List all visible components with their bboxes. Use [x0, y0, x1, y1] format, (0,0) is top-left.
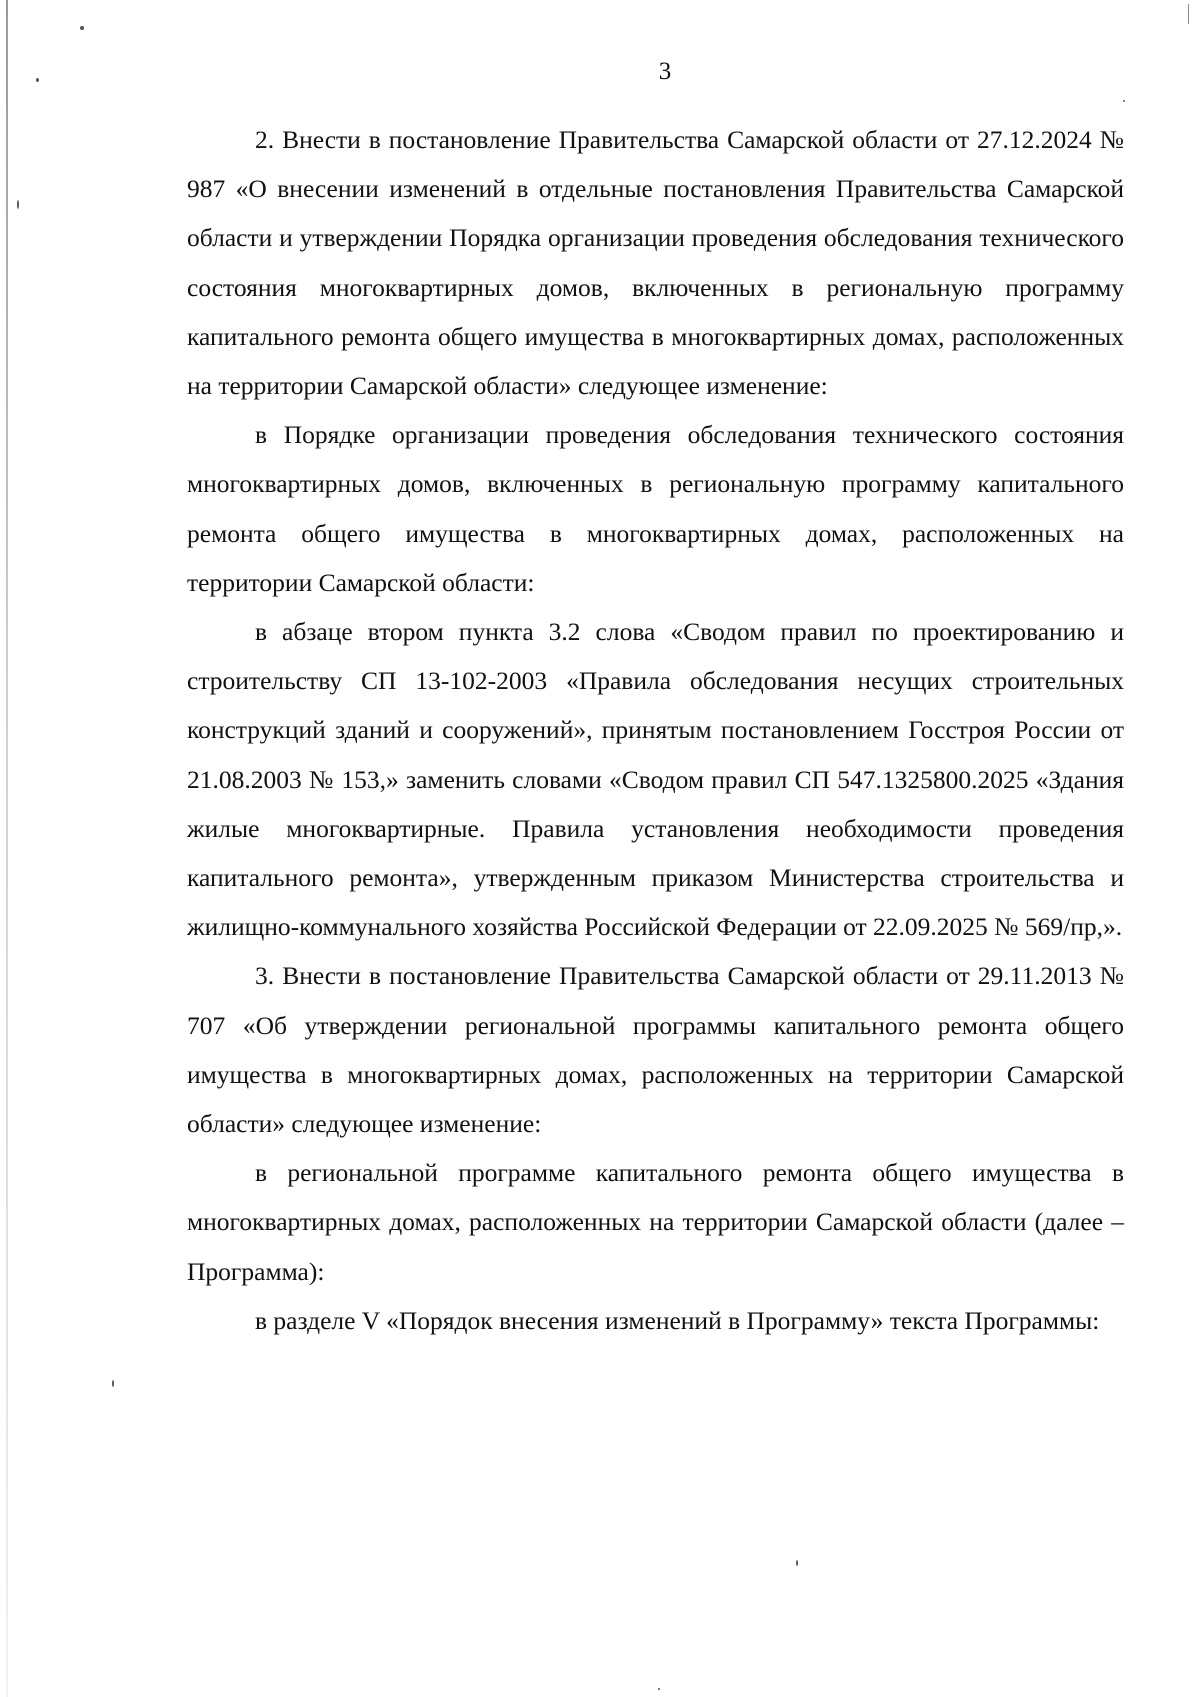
page-number: 3	[658, 58, 672, 85]
paragraph-item-3: 3. Внести в постановление Правительства Самарской области от 29.11.2013 № 707 «Об утверждении региональной программы капитального ремонта общего имущества в многоквартирных домах, расположенных на территории Самарской области» следующее изменение:	[187, 961, 1124, 1139]
paragraph-regional-program: в региональной программе капитального ремонта общего имущества в многоквартирных домах, расположенных на территории Самарской области (далее – Программа):	[187, 1158, 1124, 1286]
scan-edge-right	[1188, 4, 1189, 24]
scan-edge-left	[6, 0, 8, 1697]
paragraph-order-amendment: в Порядке организации проведения обследования технического состояния многоквартирных домов, включенных в региональную программу капитального ремонта общего имущества в многоквартирных домах, расположенных на территории Самарской области:	[187, 420, 1124, 597]
scan-speck	[658, 1688, 660, 1690]
document-body	[187, 115, 1124, 1345]
paragraph-clause-3-2: в абзаце втором пункта 3.2 слова «Сводом правил по проектированию и строительству СП 13-102-2003 «Правила обследования несущих строительных конструкций зданий и сооружений», принятым постановлением Госстроя России от 21.08.2003 № 153,» заменить словами «Сводом правил СП 547.1325800.2025 «Здания жилые многоквартирные. Правила установления необходимости проведения капитального ремонта», утвержденным приказом Министерства строительства и жилищно-коммунального хозяйства Российской Федерации от 22.09.2025 № 569/пр,».	[187, 617, 1124, 942]
scan-speck	[1123, 100, 1125, 102]
paragraph-item-2: 2. Внести в постановление Правительства Самарской области от 27.12.2024 № 987 «О внесении изменений в отдельные постановления Правительства Самарской области и утверждении Порядка организации проведения обследования технического состояния многоквартирных домов, включенных в региональную программу капитального ремонта общего имущества в многоквартирных домах, расположенных на территории Самарской области» следующее изменение:	[187, 125, 1124, 401]
scan-speck	[112, 1380, 114, 1387]
paragraph-section-v: в разделе V «Порядок внесения изменений в Программу» текста Программы:	[255, 1305, 1100, 1335]
scan-speck	[80, 26, 84, 30]
scan-speck	[17, 200, 19, 209]
scan-speck	[796, 1560, 798, 1566]
